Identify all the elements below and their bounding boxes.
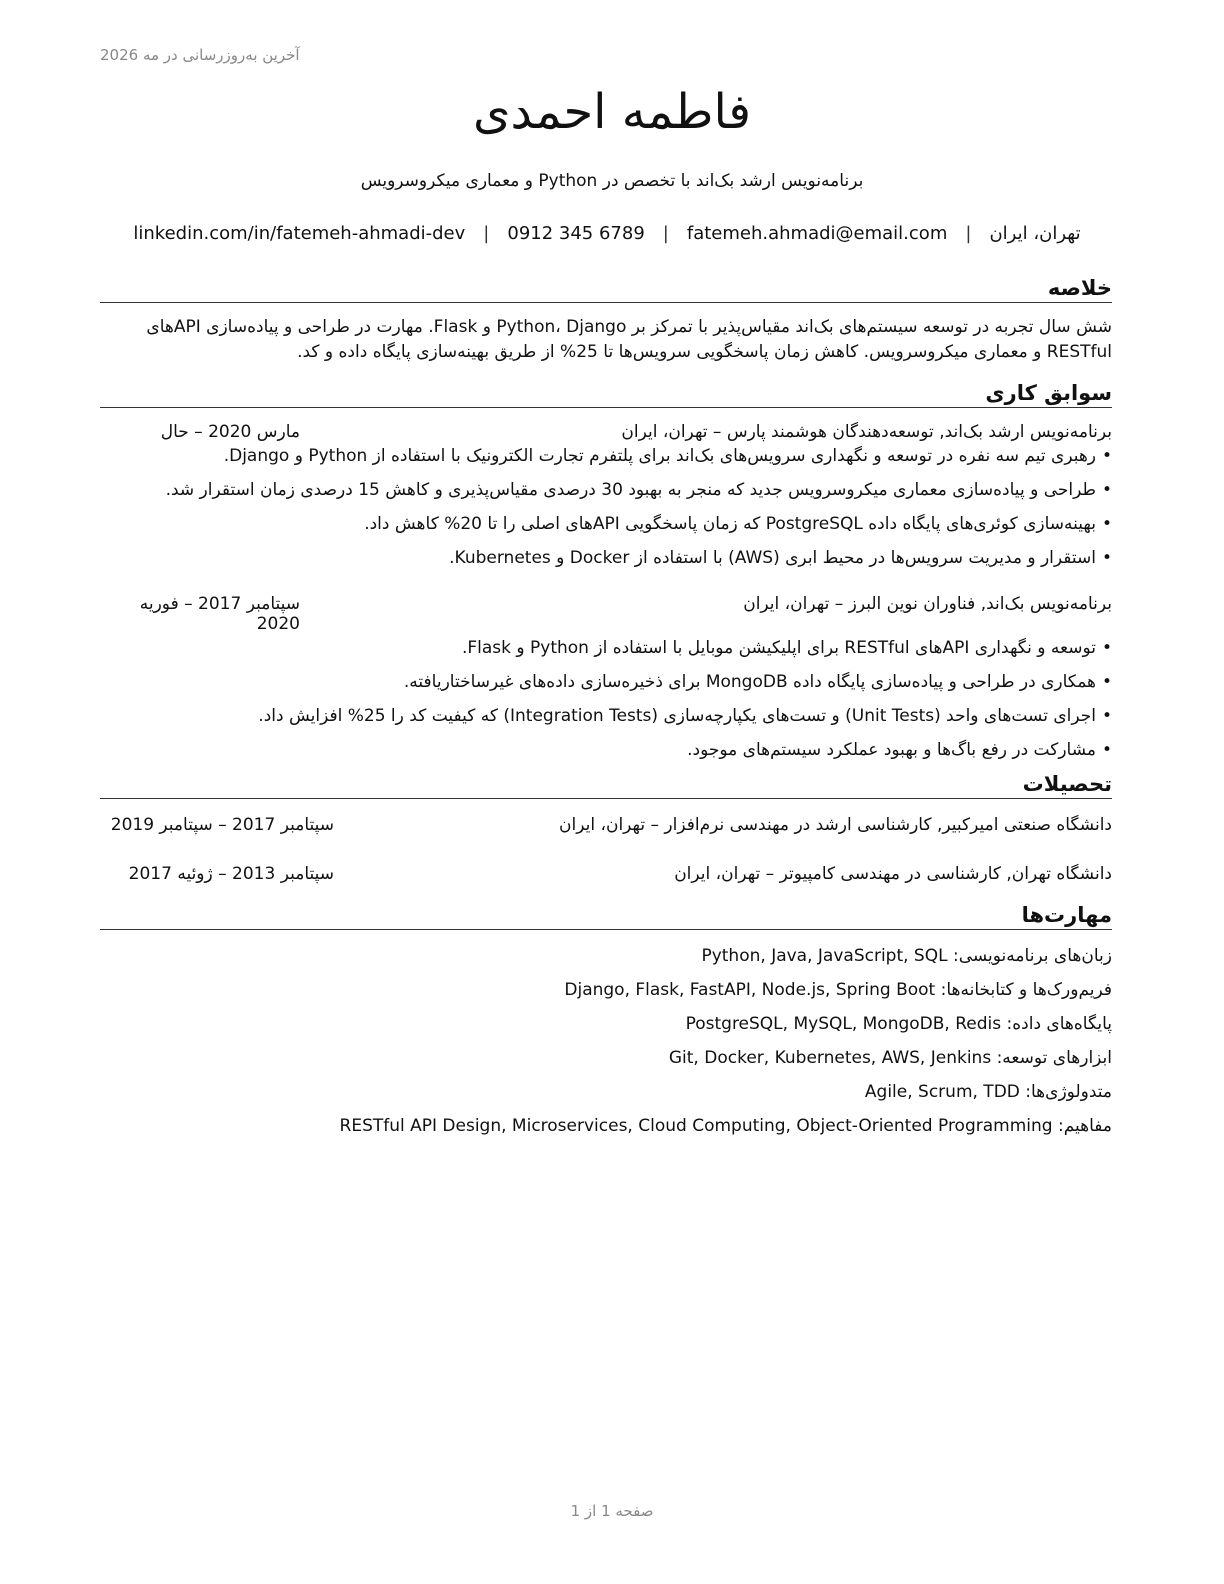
job-bullet: • توسعه و نگهداری APIهای RESTful برای اپلیکیشن موبایل با استفاده از Python و Flask. <box>100 636 1112 660</box>
education-title: دانشگاه صنعتی امیرکبیر, کارشناسی ارشد در مهندسی نرم‌افزار – تهران، ایران <box>559 815 1112 835</box>
person-name: فاطمه احمدی <box>472 84 752 140</box>
job-bullet: • بهینه‌سازی کوئری‌های پایگاه داده PostgreSQL که زمان پاسخگویی APIهای اصلی را تا 20% کاهش داد. <box>100 512 1112 536</box>
contact-linkedin[interactable]: linkedin.com/in/fatemeh-ahmadi-dev <box>133 223 466 244</box>
contact-separator: | <box>662 223 669 244</box>
job-bullet: • استقرار و مدیریت سرویس‌ها در محیط ابری (AWS) با استفاده از Docker و Kubernetes. <box>100 546 1112 570</box>
education-entry <box>100 862 1112 887</box>
education-title: دانشگاه تهران, کارشناسی در مهندسی کامپیوتر – تهران، ایران <box>674 864 1112 884</box>
contact-phone: 0912 345 6789 <box>507 223 645 244</box>
job-heading <box>100 594 1112 634</box>
education-date: سپتامبر 2017 – سپتامبر 2019 <box>110 815 334 835</box>
job-date: مارس 2020 – حال <box>160 422 300 442</box>
summary-text: شش سال تجربه در توسعه سیستم‌های بک‌اند مقیاس‌پذیر با تمرکز بر Python، Django و Flask. مهارت در طراحی و پیاده‌سازی APIهای RESTful و معماری میکروسرویس. کاهش زمان پاسخگویی سرویس‌ها تا 25% از طریق بهینه‌سازی پایگاه داده و کد. <box>146 317 1112 362</box>
job-title: برنامه‌نویس بک‌اند, فناوران نوین البرز – تهران، ایران <box>743 594 1112 614</box>
education-entry <box>100 813 1112 838</box>
job-bullet: • اجرای تست‌های واحد (Unit Tests) و تست‌های یکپارچه‌سازی (Integration Tests) که کیفیت کد را 25% افزایش داد. <box>100 704 1112 728</box>
contact-email[interactable]: fatemeh.ahmadi@email.com <box>686 223 948 244</box>
section-title-summary: خلاصه <box>100 276 1112 303</box>
skills-row: متدولوژی‌ها: Agile, Scrum, TDD <box>864 1082 1112 1102</box>
tagline: برنامه‌نویس ارشد بک‌اند با تخصص در Python و معماری میکروسرویس <box>360 171 864 191</box>
job-bullets <box>100 444 1112 570</box>
job-bullet: • رهبری تیم سه نفره در توسعه و نگهداری سرویس‌های بک‌اند برای پلتفرم تجارت الکترونیک با استفاده از Python و Django. <box>100 444 1112 468</box>
section-title-experience: سوابق کاری <box>100 381 1112 408</box>
job-heading <box>100 422 1112 442</box>
skills-row: پایگاه‌های داده: PostgreSQL, MySQL, MongoDB, Redis <box>685 1014 1112 1034</box>
skills-row: فریم‌ورک‌ها و کتابخانه‌ها: Django, Flask, FastAPI, Node.js, Spring Boot <box>564 980 1112 1000</box>
education-date: سپتامبر 2013 – ژوئیه 2017 <box>128 864 334 884</box>
skills-row: ابزارهای توسعه: Git, Docker, Kubernetes, AWS, Jenkins <box>668 1048 1112 1068</box>
job-date: سپتامبر 2017 – فوریه 2020 <box>139 594 300 634</box>
skills-list <box>100 944 1112 1138</box>
section-title-education: تحصیلات <box>100 772 1112 799</box>
job-bullet: • همکاری در طراحی و پیاده‌سازی پایگاه داده MongoDB برای ذخیره‌سازی داده‌های غیرساختاریافته. <box>100 670 1112 694</box>
contact-separator: | <box>483 223 490 244</box>
section-title-skills: مهارت‌ها <box>100 903 1112 930</box>
contact-line <box>112 223 1102 244</box>
last-updated-note: آخرین به‌روزرسانی در مه 2026 <box>100 46 300 64</box>
skills-row: زبان‌های برنامه‌نویسی: Python, Java, JavaScript, SQL <box>701 946 1112 966</box>
contact-separator: | <box>965 223 972 244</box>
page-number: صفحه 1 از 1 <box>570 1502 654 1520</box>
job-title: برنامه‌نویس ارشد بک‌اند, توسعه‌دهندگان هوشمند پارس – تهران، ایران <box>621 422 1112 442</box>
contact-location: تهران، ایران <box>989 223 1081 244</box>
job-bullets <box>100 636 1112 762</box>
job-bullet: • طراحی و پیاده‌سازی معماری میکروسرویس جدید که منجر به بهبود 30 درصدی مقیاس‌پذیری و کاهش 15 درصدی زمان استقرار شد. <box>100 478 1112 502</box>
skills-row: مفاهیم: RESTful API Design, Microservices, Cloud Computing, Object-Oriented Programming <box>339 1116 1112 1136</box>
job-bullet: • مشارکت در رفع باگ‌ها و بهبود عملکرد سیستم‌های موجود. <box>100 738 1112 762</box>
resume-content <box>100 276 1112 1148</box>
